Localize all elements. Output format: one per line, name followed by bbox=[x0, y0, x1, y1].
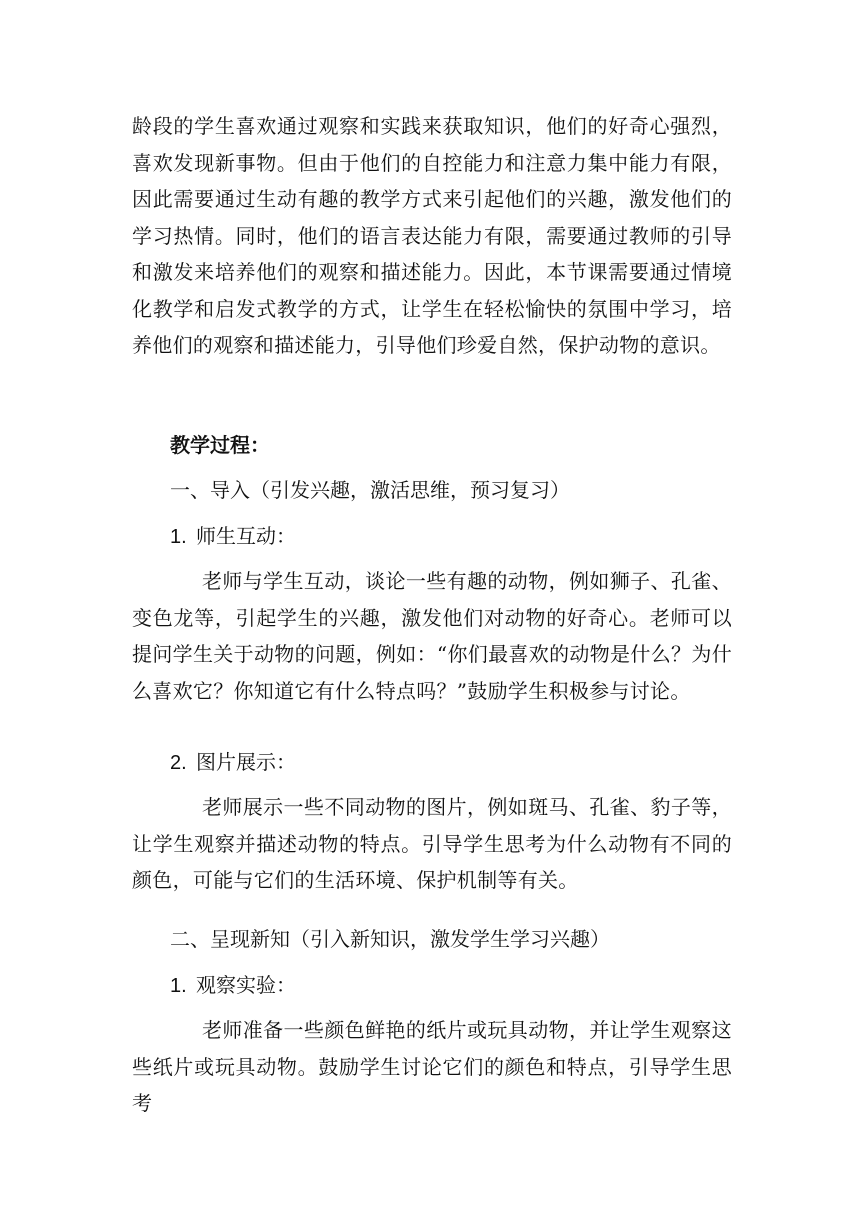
part-two-title: 二、呈现新知（引入新知识，激发学生学习兴趣） bbox=[170, 927, 610, 951]
part-one-item-2-body: 老师展示一些不同动物的图片，例如斑马、孔雀、豹子等，让学生观察并描述动物的特点。引导学生思考为什么动物有不同的颜色，可能与它们的生活环境、保护机制等有关。 bbox=[132, 795, 732, 892]
item-label: 观察实验： bbox=[196, 973, 296, 997]
section-heading: 教学过程： bbox=[170, 433, 270, 457]
item-label: 图片展示： bbox=[196, 750, 296, 774]
part-one-item-1-body: 老师与学生互动，谈论一些有趣的动物，例如狮子、孔雀、变色龙等，引起学生的兴趣，激发他们对动物的好奇心。老师可以提问学生关于动物的问题，例如：“你们最喜欢的动物是什么？为什么喜欢它？你知道它有什么特点吗？”鼓励学生积极参与讨论。 bbox=[132, 569, 732, 703]
part-two-item-1-heading bbox=[170, 970, 296, 1001]
item-number: 1. bbox=[170, 526, 187, 548]
part-one-title: 一、导入（引发兴趣，激活思维，预习复习） bbox=[170, 478, 570, 502]
item-number: 2. bbox=[170, 752, 187, 774]
part-two-item-1-body: 老师准备一些颜色鲜艳的纸片或玩具动物，并让学生观察这些纸片或玩具动物。鼓励学生讨论它们的颜色和特点，引导学生思考 bbox=[132, 1018, 732, 1115]
part-one-item-1-heading bbox=[170, 521, 296, 552]
intro-paragraph: 龄段的学生喜欢通过观察和实践来获取知识，他们的好奇心强烈，喜欢发现新事物。但由于他们的自控能力和注意力集中能力有限，因此需要通过生动有趣的教学方式来引起他们的兴趣，激发他们的学习热情。同时，他们的语言表达能力有限，需要通过教师的引导和激发来培养他们的观察和描述能力。因此，本节课需要通过情境化教学和启发式教学的方式，让学生在轻松愉快的氛围中学习，培养他们的观察和描述能力，引导他们珍爱自然，保护动物的意识。 bbox=[132, 114, 732, 357]
item-label: 师生互动： bbox=[196, 524, 296, 548]
part-one-item-2-heading bbox=[170, 747, 296, 778]
item-number: 1. bbox=[170, 975, 187, 997]
